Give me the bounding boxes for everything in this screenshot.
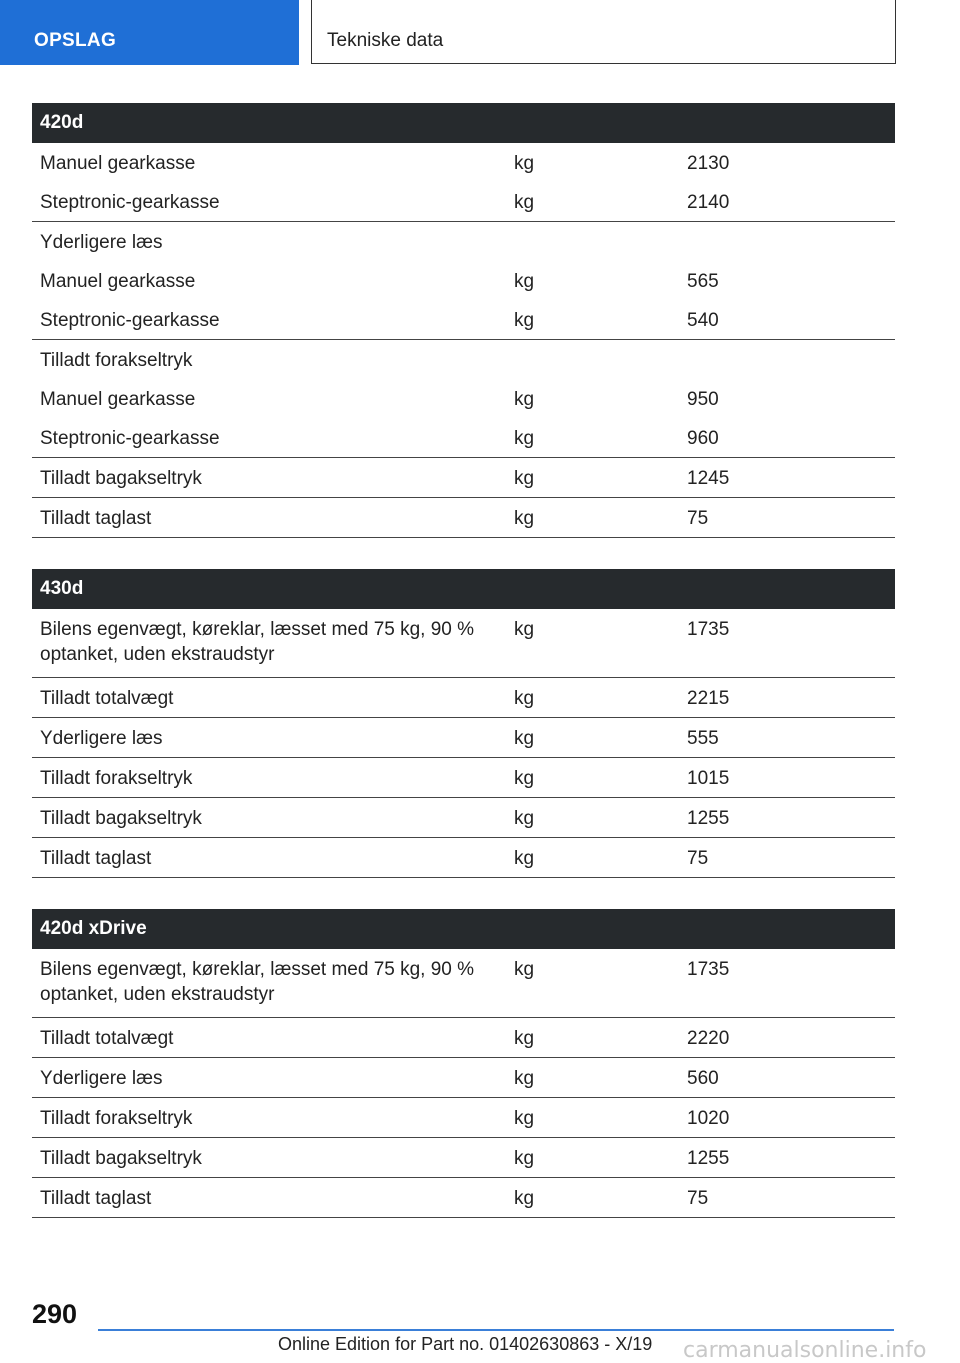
row-label: Steptronic-gearkasse [32, 418, 506, 458]
row-label: Tilladt bagakseltryk [32, 798, 506, 838]
row-unit: kg [514, 271, 535, 292]
row-value: 2130 [687, 153, 730, 174]
row-unit: kg [514, 389, 535, 410]
table-title: 420d xDrive [32, 909, 895, 949]
table-row [32, 1178, 895, 1218]
table-row [32, 1098, 895, 1138]
row-label: Manuel gearkasse [40, 153, 196, 174]
row-value [679, 340, 895, 380]
row-value: 1245 [679, 458, 895, 498]
row-unit: kg [506, 1098, 679, 1138]
row-unit: kg [506, 418, 679, 458]
row-unit: kg [506, 300, 679, 340]
watermark-logo: carmanualsonline.info [683, 1338, 927, 1363]
table-row [32, 458, 895, 498]
table-row [32, 340, 895, 380]
table-row [32, 498, 895, 538]
row-value: 1255 [679, 1138, 895, 1178]
table-row [32, 838, 895, 878]
row-unit: kg [506, 949, 679, 1018]
row-label: Manuel gearkasse [40, 271, 196, 292]
row-value: 75 [679, 838, 895, 878]
row-value: 1735 [679, 609, 895, 678]
table-row [32, 609, 895, 678]
row-label: Steptronic-gearkasse [32, 182, 506, 222]
row-value: 1015 [679, 758, 895, 798]
table-row [32, 798, 895, 838]
chapter-title: Tekniske data [327, 30, 444, 51]
row-unit: kg [506, 1058, 679, 1098]
row-unit: kg [506, 798, 679, 838]
row-value: 1735 [679, 949, 895, 1018]
row-label: Tilladt taglast [32, 838, 506, 878]
table-row [32, 1058, 895, 1098]
row-value: 565 [687, 271, 719, 292]
table-row [32, 758, 895, 798]
row-unit: kg [506, 182, 679, 222]
table-row [32, 1138, 895, 1178]
row-value: 1020 [679, 1098, 895, 1138]
row-value: 540 [679, 300, 895, 340]
table-row [32, 300, 895, 340]
table-row [32, 949, 895, 1018]
row-unit: kg [506, 758, 679, 798]
row-label: Steptronic-gearkasse [32, 300, 506, 340]
row-label: Tilladt taglast [32, 1178, 506, 1218]
row-value: 950 [687, 389, 719, 410]
row-unit: kg [506, 1018, 679, 1058]
row-label: Yderligere læs [32, 718, 506, 758]
row-unit: kg [514, 153, 535, 174]
row-value: 2215 [679, 678, 895, 718]
section-tab-opslag[interactable] [0, 0, 299, 65]
row-unit: kg [506, 498, 679, 538]
row-unit: kg [506, 1138, 679, 1178]
row-label: Yderligere læs [32, 1058, 506, 1098]
table-row [32, 678, 895, 718]
spec-tables [32, 103, 895, 1249]
row-label: Yderligere læs [40, 232, 163, 253]
row-value: 2220 [679, 1018, 895, 1058]
row-value: 75 [679, 1178, 895, 1218]
row-value: 2140 [679, 182, 895, 222]
table-row [32, 418, 895, 458]
row-value: 960 [679, 418, 895, 458]
row-unit [506, 222, 679, 262]
row-label: Tilladt forakseltryk [32, 758, 506, 798]
footer-divider [98, 1329, 894, 1331]
spec-table [32, 569, 895, 878]
table-title: 420d [32, 103, 895, 143]
row-unit: kg [506, 838, 679, 878]
row-value: 75 [679, 498, 895, 538]
table-row [32, 182, 895, 222]
table-row [32, 261, 895, 300]
row-value [679, 222, 895, 262]
row-label: Bilens egenvægt, køreklar, læsset med 75 kg, 90 % optanket, uden ekstraudstyr [32, 609, 506, 678]
row-label: Bilens egenvægt, køreklar, læsset med 75 kg, 90 % optanket, uden ekstraudstyr [32, 949, 506, 1018]
row-label: Tilladt totalvægt [32, 678, 506, 718]
row-label: Tilladt bagakseltryk [32, 458, 506, 498]
section-tab-label: OPSLAG [34, 30, 117, 51]
row-unit: kg [506, 609, 679, 678]
table-row [32, 379, 895, 418]
row-unit: kg [506, 458, 679, 498]
table-row [32, 222, 895, 262]
table-row [32, 143, 895, 182]
table-row [32, 1018, 895, 1058]
row-label: Manuel gearkasse [40, 389, 196, 410]
row-value: 560 [679, 1058, 895, 1098]
row-label: Tilladt taglast [32, 498, 506, 538]
row-unit: kg [506, 1178, 679, 1218]
edition-text: Online Edition for Part no. 01402630863 - X/19 [278, 1334, 653, 1354]
row-value: 555 [679, 718, 895, 758]
row-label: Tilladt totalvægt [32, 1018, 506, 1058]
row-unit: kg [506, 678, 679, 718]
row-label: Tilladt forakseltryk [40, 350, 193, 371]
row-label: Tilladt bagakseltryk [32, 1138, 506, 1178]
row-unit: kg [506, 718, 679, 758]
row-label: Tilladt forakseltryk [32, 1098, 506, 1138]
table-title: 430d [32, 569, 895, 609]
chapter-header [311, 0, 896, 64]
spec-table [32, 909, 895, 1218]
spec-table [32, 103, 895, 538]
row-value: 1255 [679, 798, 895, 838]
page-number: 290 [32, 1299, 78, 1329]
table-row [32, 718, 895, 758]
row-unit [506, 340, 679, 380]
